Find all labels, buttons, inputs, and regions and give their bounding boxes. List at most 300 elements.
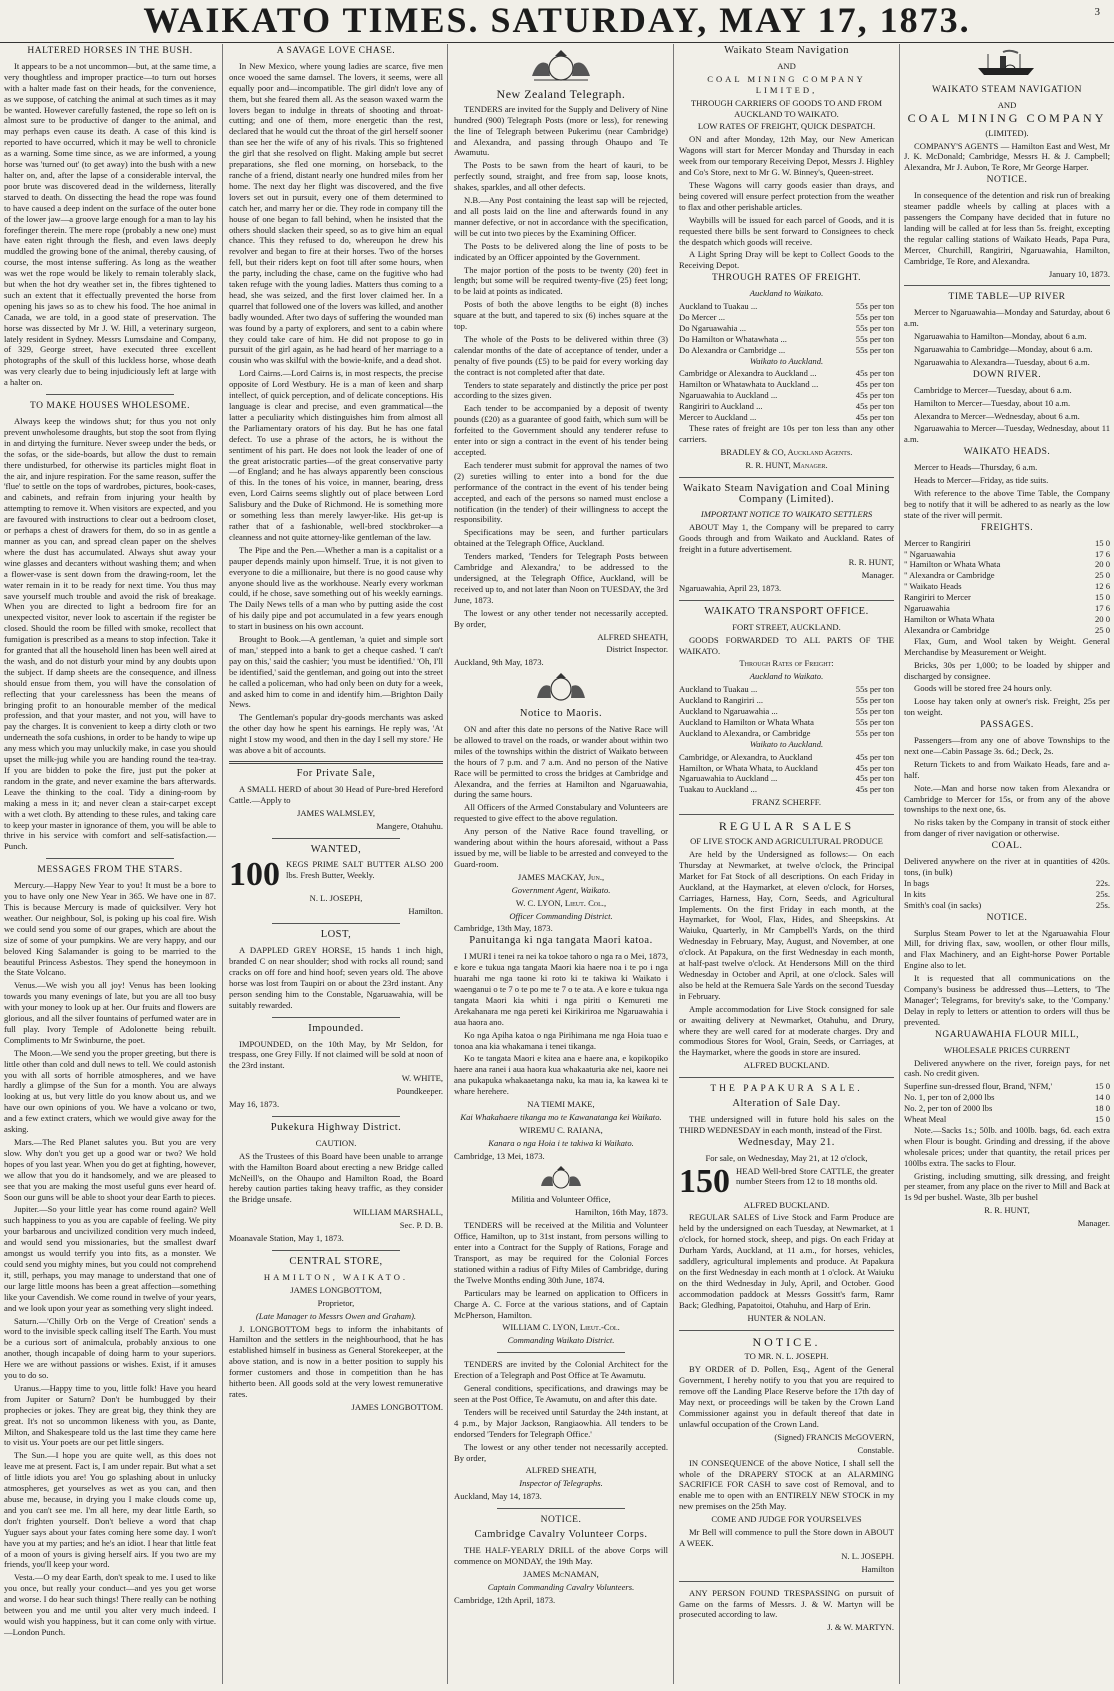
notice-paragraph: TENDERS will be received at the Militia and Volunteer Office, Hamilton, up to 31st instant, from persons willing to enter into a Contract for the Supply of Rations, Forage and Transport, as may be required for the Colonial Forces stationed within a radius of Fifty Miles of Cambridge, during the Twelve Months ending 30th June, 1874. — [454, 1220, 668, 1285]
ad-subheading: Auckland to Waikato. — [749, 671, 824, 682]
rate-row — [679, 334, 894, 345]
notice-paragraph: All Officers of the Armed Constabulary and Volunteers are requested to give effect to the above regulation. — [454, 802, 668, 824]
notice-heading: New Zealand Telegraph. — [496, 86, 626, 101]
rate-route: Superfine sun-dressed flour, Brand, 'NFM,' — [904, 1081, 1053, 1092]
ad-body: THE undersigned will in future hold his sales on the THIRD WEDNESDAY in each month, instead of the First. — [679, 1113, 894, 1135]
rate-row — [904, 1081, 1110, 1092]
ad-body: J. LONGBOTTOM begs to inform the inhabitants of Hamilton and the settlers in the neighbourhood, that he has established himself in business as General Storekeeper, at the above station, and is now in a better position to supply his former customers and those in competition than he has hitherto been. All goods sold at the very lowest remunerative rates. — [229, 1323, 443, 1399]
freight-route: " Ngaruawahia — [904, 548, 956, 559]
masthead-rule — [0, 42, 1114, 43]
notice-paragraph: The lowest or any other tender not necessarily accepted. By order, — [454, 607, 668, 629]
ad-heading: CENTRAL STORE, — [289, 1256, 383, 1267]
ad-proprietor-title: Proprietor, — [317, 1297, 355, 1308]
ad-signature-title: Constable. — [857, 1444, 894, 1455]
ad-signature: JAMES LONGBOTTOM. — [351, 1401, 443, 1412]
ad-heading: THE PAPAKURA SALE. — [710, 1084, 863, 1095]
rate-row — [679, 412, 894, 423]
notice-date: Cambridge, 12th April, 1873. — [454, 1594, 556, 1605]
divider — [679, 1077, 894, 1078]
notice-paragraph: General conditions, specifications, and drawings may be seen at the Post Office, Te Awamutu, on and after this date. — [454, 1383, 668, 1404]
ad-signature: R. R. HUNT, — [984, 1205, 1030, 1216]
divider — [679, 477, 894, 478]
freight-amount — [1095, 592, 1110, 603]
notice-paragraph: The major portion of the posts to be twenty (20) feet in length; but some will be required twenty-five (25) feet long; to be laid at points as indicated. — [454, 264, 668, 297]
rate-value: 15 0 — [1094, 1114, 1110, 1125]
ad-heading: Pukekura Highway District. — [270, 1121, 402, 1133]
ad-subheading: LOW RATES OF FREIGHT, QUICK DESPATCH. — [697, 121, 876, 132]
ad-heading: WAIKATO TRANSPORT OFFICE. — [704, 605, 869, 617]
rate-row — [679, 401, 894, 412]
ad-body: Mr Bell will commence to pull the Store down in ABOUT A WEEK. — [679, 1527, 894, 1548]
freight-pence: 0 — [1105, 537, 1110, 548]
rate-route: Tuakau to Auckland ... — [679, 784, 757, 795]
article-paragraph: The Gentleman's popular dry-goods merchants was asked the other day how he spent his earnings. He reply was, 'At night I stow my wood, and then in the day I sell my store.' He was above a bit of accounts. — [229, 712, 443, 756]
freight-shillings: 17 — [1094, 548, 1104, 559]
ad-body: HEAD Well-bred Store CATTLE, the greater number Steers from 12 to 18 months old. — [736, 1165, 894, 1187]
freight-pence: 6 — [1105, 581, 1110, 592]
rate-value: 25s. — [1095, 899, 1110, 910]
rate-route: Do Hamilton or Whatawhata ... — [679, 333, 787, 344]
freight-shillings: 20 — [1094, 559, 1104, 570]
ad-heading: FREIGHTS. — [980, 522, 1034, 533]
freight-row — [904, 559, 1110, 570]
ad-signature: R. R. HUNT, Manager. — [745, 459, 828, 470]
ad-subheading: AND — [777, 60, 796, 71]
ad-body: A DAPPLED GREY HORSE, 15 hands 1 inch high, branded C on near shoulder; shod with rocks all round; sand cracks on off fore and hind hoof; seven years old. The above horse was lost from Taupiri on or about the 23rd instant. Any person sending him to the Constable, Ngaruawahia, will be suitably rewarded. — [229, 945, 443, 1010]
page-number: 3 — [1094, 6, 1100, 18]
rate-route: Auckland to Tuakau ... — [679, 684, 758, 695]
freight-row — [904, 549, 1110, 560]
freight-amount — [1095, 549, 1110, 560]
ad-heading: COAL MINING COMPANY — [907, 110, 1107, 125]
column-5 — [904, 44, 1110, 1684]
column-4 — [679, 44, 894, 1684]
ad-signature: R. R. HUNT, — [848, 557, 894, 568]
divider — [272, 1017, 400, 1018]
rate-route: Auckland to Rangiriri ... — [679, 695, 764, 706]
ad-subheading: HAMILTON, WAIKATO. — [263, 1271, 409, 1282]
rate-route: Ngaruawahia to Auckland ... — [679, 390, 778, 401]
rate-route: Rangiriri to Auckland ... — [679, 401, 763, 412]
timetable-row: Ngaruawahia to Mercer—Tuesday, Wednesday, about 11 a.m. — [904, 423, 1110, 445]
ad-date: January 10, 1873. — [1048, 268, 1110, 279]
article-paragraph: Brought to Book.—A gentleman, 'a quiet and simple sort of man,' stepped into a bank to get a cheque cashed. 'I can't pay on this,' said the cashier; 'you must be identified.' 'Oh, I'll be identified,' said the gentleman, and going out into the street he called a policeman, who had only been on duty for a week, and asked him to come in and identify him.—Brighton Daily News. — [229, 634, 443, 710]
ad-body: Loose hay taken only at owner's risk. Freight, 25s per ton weight. — [904, 696, 1110, 718]
rate-value: 45s per ton — [855, 379, 894, 390]
rate-value: 45s per ton — [855, 784, 894, 795]
rate-row — [679, 390, 894, 401]
ad-subheading: Through Rates of Freight: — [739, 658, 834, 669]
freight-shillings: 20 — [1094, 613, 1104, 624]
ad-quantity: 150 — [679, 1165, 730, 1198]
ad-date: Moanavale Station, May 1, 1873. — [229, 1233, 344, 1244]
ad-heading: Waikato Steam Navigation and Coal Mining Company (Limited). — [683, 482, 890, 505]
notice-date: Cambridge, 13 Mei, 1873. — [454, 1150, 545, 1161]
ad-quantity: 100 — [229, 859, 280, 892]
steamship-icon — [974, 48, 1110, 81]
rate-value: 14 0 — [1094, 1092, 1110, 1103]
rate-route: Auckland to Tuakau ... — [679, 301, 758, 312]
article-paragraph: The Sun.—I hope you are quite well, as this does not leave me at present. Fact is, I am under repair. But what a set of little idiots you are! You go splashing about in unlucky atmospheres, get yourselves as wet as you can, and then abuse me, because, in drying you I make clouds come up, and you can't see me. I'm all here, my dear little Earth, so don't frighten yourself. Don't believe a word that chap Yuguer says about your fates coming here some day. I won't have you at my parties; and he's an idiot. I hear that little feat of a moon of yours is giving herself airs. If you two are my friends, you'll keep your word. — [4, 1450, 216, 1570]
notice-date: Cambridge, 13th May, 1873. — [454, 923, 553, 934]
notice-paragraph: ON and after this date no persons of the Native Race will be allowed to travel on the roads, or wander about within two miles of the townships within the district of Waikato between the hours of 7 p.m. and 7 a.m. And no person of the Native Race will be permitted to cross the bridges at Cambridge and Alexandra, and the ferries at Hamilton and Ngaruawahia, during the same hours. — [454, 724, 668, 800]
rate-row — [904, 1114, 1110, 1125]
ad-body: BY ORDER of D. Pollen, Esq., Agent of the General Government, I hereby notify to you that you are required to remove off the Landing Place Reserve before the 17th day of May next, or proceedings will be taken by the Crown Land Commissioner against you in default thereof that date in unlawful occupation of the Crown Land. — [679, 1364, 894, 1429]
notice-signature-title: Kanara o nga Hoia i te takiwa ki Waikato. — [488, 1137, 634, 1148]
divider — [46, 858, 173, 859]
ad-body: No risks taken by the Company in transit of stock either from danger of river navigation or otherwise. — [904, 817, 1110, 839]
freight-row — [904, 625, 1110, 636]
freight-row — [904, 538, 1110, 549]
ad-body: Goods will be stored free 24 hours only. — [914, 683, 1052, 694]
divider — [497, 1508, 625, 1509]
ad-body: These Wagons will carry goods easier than drays, and being covered will ensure perfect protection from the weather to flax and other perishable articles. — [679, 179, 894, 212]
timetable-row: Mercer to Heads—Thursday, 6 a.m. — [914, 462, 1038, 473]
freight-shillings: 25 — [1094, 570, 1104, 581]
rate-row — [679, 379, 894, 390]
rate-value: 55s per ton — [855, 706, 894, 717]
rate-route: Auckland to Alexandra, or Cambridge — [679, 727, 811, 738]
freight-amount — [1095, 538, 1110, 549]
freight-shillings: 15 — [1094, 537, 1104, 548]
ad-heading: WAIKATO HEADS. — [963, 447, 1051, 458]
ad-body: It is requested that all communications on the Company's business be addressed thus—Letters, to 'The Manager'; Telegrams, for brevity's sake, to the 'Company.' Delay in reply to letters or attention to orders will thus be prevented. — [904, 973, 1110, 1027]
ad-body: A SMALL HERD of about 30 Head of Pure-bred Hereford Cattle.—Apply to — [229, 783, 443, 805]
article-paragraph: The Pipe and the Pen.—Whether a man is a capitalist or a pauper depends mainly upon himself. True, it is not given to everyone to die a millionaire, but there is no good cause why anyone should live as the workhouse. Nearly every workman could, if he chose, save something out of his weekly earnings. The Daily News tells of a man who by putting aside the cost of his daily pipe and pot accumulated in a few years enough to start in business on his own account. — [229, 544, 443, 632]
ad-body: GOODS FORWARDED TO ALL PARTS OF THE WAIKATO. — [679, 634, 894, 656]
freight-pence: 0 — [1105, 592, 1110, 603]
freight-route: " Alexandra or Cambridge — [904, 570, 995, 581]
ad-subheading: Waikato to Auckland. — [749, 355, 824, 366]
ad-body: Bricks, 30s per 1,000; to be loaded by shipper and discharged by consignee. — [904, 659, 1110, 681]
ad-body: Flax, Gum, and Wool taken by Weight. General Merchandise by Measurement or Weight. — [904, 635, 1110, 657]
rate-value: 45s per ton — [855, 412, 894, 423]
ad-body: With reference to the above Time Table, the Company beg to notify that it will be adhered to as nearly as the low state of the river will permit. — [904, 488, 1110, 520]
ad-body: Note.—Man and horse now taken from Alexandra or Cambridge to Mercer for 15s, or from any of the above townships to the next one, 6s. — [904, 782, 1110, 815]
freight-shillings: 17 — [1094, 603, 1104, 614]
notice-paragraph: TENDERS are invited for the Supply and Delivery of Nine hundred (900) Telegraph Posts (more or less), for renewing the line of Telegraph between Pukerimu (near Cambridge) and Alexandra, and passing through Ohaupo and Te Awamutu. — [454, 103, 668, 158]
notice-paragraph: The Posts to be delivered along the line of posts to be indicated by an Officer appointed by the Government. — [454, 240, 668, 262]
rate-row — [679, 728, 894, 739]
rate-value: 45s per ton — [855, 368, 894, 379]
notice-heading: Notice to Maoris. — [519, 708, 603, 720]
rate-table — [679, 752, 894, 796]
ad-body: ON and after Monday, 12th May, our New American Wagons will start for Mercer Monday and Thursday in each week from our temporary Receiving Depot, Messrs J. Highley and Co's Store, next to Mr G. W. Binney's, Queen-street. — [679, 134, 894, 178]
ad-body: For sale, on Wednesday, May 21, at 12 o'clock, — [705, 1152, 868, 1163]
divider — [679, 814, 894, 815]
ad-body: Note.—Sacks 1s.; 50lb. and 100lb. bags, 6d. each extra when Flour is bought. Grinding and dressing, if the above wholesale prices; under that quantity, the retail prices per 100lbs extra. The sacks to Flour. — [904, 1124, 1110, 1168]
rate-row — [679, 773, 894, 784]
notice-heading: Cambridge Cavalry Volunteer Corps. — [474, 1529, 648, 1541]
ad-signature: BRADLEY & CO, Auckland Agents. — [720, 446, 853, 457]
article-heading: A SAVAGE LOVE CHASE. — [276, 46, 396, 56]
rate-route: Hamilton or Whatawhata to Auckland ... — [679, 379, 819, 390]
divider — [497, 1352, 625, 1353]
notice-paragraph: THE HALF-YEARLY DRILL of the above Corps will commence on MONDAY, the 19th May. — [454, 1544, 668, 1566]
freight-shillings: 12 — [1094, 581, 1104, 592]
column-divider — [899, 44, 900, 1684]
ad-body: ABOUT May 1, the Company will be prepared to carry Goods through and from Waikato and Auckland. Rates of freight in a future advertisement. — [679, 522, 894, 555]
freight-shillings: 25 — [1094, 624, 1104, 635]
column-divider — [222, 44, 223, 1684]
freight-pence: 6 — [1105, 603, 1110, 614]
freight-route: Mercer to Rangiriri — [904, 537, 971, 548]
ad-signature-place: Mangere, Otahuhu. — [376, 820, 443, 831]
divider — [46, 394, 173, 395]
ad-body: IN CONSEQUENCE of the above Notice, I shall sell the whole of the DRAPERY STOCK at an ALARMING SACRIFICE FOR CASH to save cost of Removal, and to enable me to open with an ENTIRELY NEW STOCK in my new premises on the 25th May. — [679, 1457, 894, 1512]
divider — [679, 600, 894, 601]
wanted-ad — [229, 859, 443, 891]
ad-heading: LOST, — [320, 929, 352, 941]
article-heading: HALTERED HORSES IN THE BUSH. — [27, 46, 193, 56]
ad-body: A Light Spring Dray will be kept to Collect Goods to the Receiving Depot. — [679, 249, 894, 271]
ad-body: Passengers—from any one of above Townships to the next one—Cabin Passage 3s. 6d.; Deck, 2s. — [904, 735, 1110, 756]
timetable-row: Cambridge to Mercer—Tuesday, about 6 a.m. — [914, 384, 1072, 395]
freight-pence: 0 — [1105, 613, 1110, 624]
ad-proprietor-note: (Late Manager to Messrs Owen and Graham). — [255, 1310, 417, 1321]
notice-signature: WILLIAM C. LYON, Lieut.-Col. — [502, 1322, 620, 1333]
article-paragraph: In New Mexico, where young ladies are scarce, five men once wooed the same damsel. The lovers, it seems, were all equally poor and—incompatible. The girl didn't love any of them, but she feared them all. As the season waxed warm the lovers began to indulge in threats of shooting and throat-cutting; and one of them, more energetic than the rest, declared that he would cut the throat of the girl herself sooner than see her the wife of any of his rivals. This so frightened the girl that she resolved on flight. Making ample but secret preparations, she fled one morning, on horseback, to the ranche of a friend, distant nearly one hundred miles from her home. The next day her flight was discovered, and the five lovers set out in pursuit, every one of them determined to catch her, and marry her or die. They rode in company till the house of one began to fall behind, when he insisted that the others should slacken their speed, so as to give him an equal chance. This they refused to do, whereupon he drew his revolver and began to fire at their horses. Two of the horses fell, but their riders kept on foot till after some hours, when the party, including the chase, came on the fugitive who had taken refuge with the young ladies. Matters thus coming to a head, she was seized, and the first lover claimed her. In a quarrel that followed one of the lovers was killed, and another badly wounded. After two days of suffering the wounded man was found by a party of explorers, and sent to a cabin where they could take care of him. He did not propose to go in pursuit of the girl again, as he had heard of her marriage to a cousin who was skilful with the bowie-knife, and a dead shot. — [229, 60, 443, 366]
ad-body: In consequence of the detention and risk run of breaking steamer paddle wheels by calling at places with a passengers the Company have decided that in future no landing will be called at for less than 5s. freight, excepting the regular calling stations of Waikato Heads, Papa Pura, Mercer, Churchill, Rangiriri, Ngaruawahia, Hamilton, Cambridge, Te Rore, and Alexandra. — [904, 190, 1110, 266]
ad-signature: N. L. JOSEPH, — [309, 893, 363, 904]
timetable-row: Ngaruawahia to Alexandra—Tuesday, about 6 a.m. — [914, 356, 1090, 367]
article-paragraph: Lord Cairns.—Lord Cairns is, in most respects, the precise opposite of Lord Westbury. He is a man of keen and sharp intellect, of quick perception, and of delicate conceptions. His language is clear and precise, and even grammatical—the latter a peculiarity which distinguishes him from almost all the Parliamentary orators of his day. But he has one fatal defect. To use a phrase of the actors, he is without the sentiment of his part. He does not look the leader of one of the great aristocratic parties—of the great conservative party—of England; and he has always apparently been conscious of this. In the tones of his voice, in manner, bearing, dress even, Lord Cairns seems slightly out of place between Lord Salisbury and the Duke of Richmond. He is something more or something less than merely lawyer-like. His get-up is rather that of a fashionable, well-bred stockbroker—a cleanness and not quite attorney-like gentleman of the law. — [229, 368, 443, 542]
ad-signature: WILLIAM MARSHALL, — [353, 1207, 443, 1218]
ad-body: Waybills will be issued for each parcel of Goods, and it is requested there bills be sent forward to Consignees to check the despatch which goods will receive. — [679, 214, 894, 247]
divider — [904, 285, 1110, 286]
ad-signature-place: Hamilton. — [408, 906, 443, 917]
notice-paragraph: The Posts to be sawn from the heart of kauri, to be perfectly sound, straight, and free from sap, loose knots, shakes, sparkles, and all other defects. — [454, 160, 668, 193]
ad-date: May 16, 1873. — [229, 1099, 280, 1110]
ad-heading: Wednesday, May 21. — [738, 1136, 835, 1148]
freight-amount — [1095, 625, 1110, 636]
ad-heading: WAIKATO STEAM NAVIGATION — [932, 84, 1082, 95]
rate-row — [679, 684, 894, 695]
notice-signature-title: Inspector of Telegraphs. — [519, 1478, 603, 1489]
notice-paragraph: N.B.—Any Post containing the least sap will be rejected, and all posts laid on the line and afterwards found in any manner defective, or not in accordance with the specification, will be cut into two pieces by the Examining Officer. — [454, 195, 668, 238]
rate-row — [904, 1103, 1110, 1114]
ad-body: Ample accommodation for Live Stock consigned for sale or awaiting delivery at Newmarket, Otahuhu, and Drury, where they are well cared for at moderate charges. Dry and commodious Stores for Wool, Grain, Seeds, or Carriages, at the Haymarket, where the goods in store are insured. — [679, 1003, 894, 1058]
ad-heading: For Private Sale, — [296, 768, 376, 779]
royal-crest-icon — [454, 1164, 668, 1193]
divider — [272, 1250, 400, 1251]
notice-heading: NOTICE. — [540, 1515, 582, 1526]
rate-value: 55s per ton — [855, 322, 894, 333]
article-paragraph: It appears to be a not uncommon—but, at the same time, a very thoughtless and improper practice—to turn out horses with a halter made fast on their heads, for the convenience, as we suppose, of catching the animal at such times as it may be wanted. However carefully fastened, the rope so left on is almost sure to be productive of danger to the animal, and may perhaps even cause its death. A case of this kind is reported to have occurred, which it may be well to chronicle as a warning. Some time since, as we are informed, a young horse was 'turned out' (to get away) into the bush with a new halter on, and, after the lapse of a considerable interval, the poor brute was discovered dead in the wilderness, literally starved to death. On dissecting the head the rope was found to have caused a deep indent on the surface of the outer bone of the lower jaw—a groove large enough for a man to lay his forefinger therein. The mere rope (probably a new one) must have eaten right through the flesh, and even laws deeply muddled the growing bone of the animal, thereby causing, of course, the most intense suffering. As long as the weather was wet the rope would be likely to remain tolerably slack, but when the hot dry weather set in, the fibres tightened to such an extent that it effectually prevented the horse from opening his jaws so as to chew his food. The hoe animal in Canada, we are told, in a good state of preservation. The horse was dissected by Mr J. W. Hill, a veterinary surgeon, lately resident in Sydney. Messrs Lumsdaine and Company, of 329, George street, have executed three excellent photographs of the skull of this luckless horse, whose death was very clearly due to being injudiciously left at large with a halter on. — [4, 60, 216, 388]
rate-value: 55s per ton — [855, 333, 894, 344]
notice-paragraph: Particulars may be learned on application to Officers in Charge A. C. Force at the various stations, and of Captain McPherson, Hamilton. — [454, 1287, 668, 1320]
freight-row — [904, 581, 1110, 592]
notice-paragraph: Tenders marked, 'Tenders for Telegraph Posts between Cambridge and Alexandra,' to be addressed to the undersigned, at the Telegraph Office, Auckland, will be received up to, and not later than Noon on TUESDAY, the 3rd June, 1873. — [454, 551, 668, 605]
ad-heading: DOWN RIVER. — [972, 369, 1042, 380]
rate-value: 55s per ton — [855, 716, 894, 727]
ad-body: Are held by the Undersigned as follows:— On each Thursday at Newmarket, at twelve o'clock, the Principal Market for Fat Stock of all descriptions. On each Friday in Auckland, at the Haymarket, at eleven o'clock, for Horses, Carriages, Harness, Hay, Corn, Seeds, and Agricultural Implements. On the first Friday in each month, at the Haymarket, for Wool, Flax, Hides, and Sheepskins. At Waiuku, Quarterly, in Mr Campbell's Yards, on the third Wednesday in February, May, August, and November, at one o'clock. At Papakura, on the first Wednesday in each month, at half-past twelve o'clock. At Hendersons Mill on the third Wednesday in October and April, at one o'clock. Sales will also be held at the Remuera Sale Yards on the second Tuesday in February. — [679, 849, 894, 1001]
notice-signature: ALFRED SHEATH, — [597, 631, 668, 642]
notice-date: Auckland, May 14, 1873. — [454, 1491, 542, 1502]
rate-route: Do Mercer ... — [679, 311, 726, 322]
rate-value: 25s. — [1095, 888, 1110, 899]
notice-paragraph: Each tender to be accompanied by a deposit of twenty pounds (£20) as a guarantee of good faith, which sum will be forfeited to the Government should any tenderer refuse to enter into or sign a contract in the event of his tender being accepted. — [454, 403, 668, 457]
ad-subheading: COAL MINING COMPANY LIMITED, — [707, 73, 866, 95]
ad-signature-title: Manager. — [1077, 1218, 1110, 1229]
notice-date: Auckland, 9th May, 1873. — [454, 657, 544, 668]
ad-body: Gristing, including smutting, silk dressing, and freight per steamer, from any place on the river to Mill and Back at 1s 9d per bushel. Waste, 3lb per bushel — [904, 1170, 1110, 1203]
ad-heading: Impounded. — [308, 1022, 364, 1034]
ad-heading: REGULAR SALES — [718, 819, 855, 834]
ad-subheading: Auckland to Waikato. — [749, 288, 824, 299]
article-paragraph: Jupiter.—So your little year has come round again? Well such happiness to you as you are capable of feeling. We pity your barbarous and uncivilized condition very much indeed, and would send you missionaries, but the smallest dwarf amongst us would terrify you into fits, as a monster. We could send you mighty mines, but you could not comprehend it, still, perhaps, you may manage to understand that one of our large little moons has been a great affection—something like your Cavendish. We come round in twelve of your years, and we look upon your year as something very slight indeed. — [4, 1204, 216, 1313]
article-paragraph: Always keep the windows shut; for thus you not only prevent unwholesome draughts, but stop the soot from flying in and dirtying the furniture. Never sweep under the beds, or the sofas, or the side-boards, but allow the dust to remain there undisturbed, for otherwise its particles might float in the air, and injure respiration. For the same reason, suffer the 'flue' to settle on the tops of wardrobes, pictures, book-cases, and cabinets, and refrain from injuring your health by attempting to remove it. When visitors are expected, and you are favoured with instructions to clear out a bedroom closet, or perhaps a chest of drawers for them, do so in as gentle a manner as you can, and spread clean paper on the shelves where the dust has accumulated. Always shut away your wine glasses and decanters without washing them; and when a flower-vase is sent down from the drawing-room, let the water remain in it to be ready for next time. You thus may save yourself much trouble and avoid the risk of breakage. When you are directed to light a bedroom fire for an unexpected visitor, never look to ascertain if the register be closed. Should the room be filled with smoke, recollect that fumigation is prescribed as a means to stop infection. Take it for granted that all the household linen has been well aired at the wash, and do not disturb your mind by any doubts upon the subject. If damp sheets are the consequence, and illness should ensue from them, you will have the consolation of reflecting that your carelessness has been the means of bringing profit to an honourable member of the medical profession, and that your master, and not you, will have to pay the charges. It is convenient to keep a dirty cloth or two underneath the sofa cushions, in order to be handy to wipe up any mess which you may unluckily make, in case you should upset the milk-jug while you are handing round the tea-tray. If you are bidden to poke the fire, just put the poker at random in the grate, and never examine the bars afterwards. Leave the thinking to the coal. Tidy a dining-room by making a mess in it; and never clean a stair-carpet except with a wet cloth. By attending to these rules, and taking care to keep your master in ignorance of them, you will be able to thrive in his service with comfort and self-satisfaction.—Punch. — [4, 416, 216, 852]
divider — [679, 1581, 894, 1582]
rate-row — [904, 889, 1110, 900]
ad-body: REGULAR SALES of Live Stock and Farm Produce are held by the undersigned on each Tuesday, at Newmarket, at 1 o'clock, for horned stock, sheep, and pigs. On each Friday at Durham Yards, Auckland, at 11 a.m., for horses, vehicles, saddlery, agricultural implements and produce. At Papakura on the first Wednesday in each month at 1 o'clock. At Waiuku on the third Wednesday in July, April, and October. Good accommodation paddock at Messrs Gossitt's farm, Ramr Back; Gledhing, Papatoitoi, Otahuhu, and Harp of Erin. — [679, 1212, 894, 1310]
article-paragraph: The Moon.—We send you the proper greeting, but there is little other than cold and dull news to tell. We could astonish you with all sorts of horrible atmospheres, and we have hardly a glimpse of the Sun for a month. You are always looking at us, but very little do you know about us, and we have our own opinions of you. We have a volcano or two, and a few extinct craters, which we would give away for the asking. — [4, 1047, 216, 1135]
ad-body: Return Tickets to and from Waikato Heads, fare and a-half. — [904, 758, 1110, 780]
rate-value: 55s per ton — [855, 311, 894, 322]
notice-signature-title: Government Agent, Waikato. — [511, 884, 611, 895]
ad-signature-title: Sec. P. D. B. — [399, 1220, 443, 1231]
ad-body: Surplus Steam Power to let at the Ngaruawahia Flour Mill, for driving flax, saw, woollen, or other flour mills, and Flax Machinery, and an Eight-horse Power Portable Engine also to let. — [904, 927, 1110, 971]
ad-heading: Alteration of Sale Day. — [732, 1098, 841, 1110]
notice-signature: NA TIEMI MAKE, — [527, 1099, 595, 1110]
freight-route: Alexandra or Cambridge — [904, 624, 990, 635]
ad-subheading: Waikato to Auckland. — [749, 738, 824, 749]
royal-crest-icon — [454, 670, 668, 707]
rate-row — [679, 752, 894, 763]
rate-route: Wheat Meal — [904, 1114, 947, 1125]
notice-signature-title: Captain Commanding Cavalry Volunteers. — [487, 1581, 635, 1592]
notice-paragraph: The whole of the Posts to be delivered within three (3) calendar months of the date of acceptance of tender, under a penalty of five pounds (£5) to be paid for every working day the contract is not completed after that date. — [454, 333, 668, 377]
rate-route: No. 2, per ton of 2000 lbs — [904, 1103, 993, 1114]
ad-heading: TIME TABLE—UP RIVER — [948, 292, 1066, 303]
article-paragraph: Saturn.—'Chilly Orb on the Verge of Creation' sends a word to the invisible speck calling itself The Earth. You must be a curious sort of animalcula, probably anxious to one another, though incapable of doing harm to your superiors. Here we are without passions or wishes. Exist, if it amuses you to do so. — [4, 1315, 216, 1381]
rate-row — [904, 878, 1110, 889]
timetable-down — [904, 385, 1110, 446]
freight-pence: 0 — [1105, 570, 1110, 581]
notice-paragraph: The lowest or any other tender not necessarily accepted. By order, — [454, 1441, 668, 1463]
column-2 — [229, 44, 443, 1684]
ad-signature-place: Hamilton — [861, 1563, 894, 1574]
ad-signature: (Signed) FRANCIS McGOVERN, — [774, 1431, 894, 1442]
ad-subheading: FORT STREET, AUCKLAND. — [732, 621, 841, 632]
timetable-row: Ngaruawahia to Hamilton—Monday, about 6 a.m. — [914, 331, 1087, 342]
article-heading: MESSAGES FROM THE STARS. — [37, 865, 183, 876]
ad-subheading: (LIMITED). — [985, 127, 1029, 138]
rate-route: Delivered anywhere on the river at in quantities of 4 tons, (in bulk) — [904, 856, 1096, 877]
freight-shillings: 15 — [1094, 592, 1104, 603]
ad-body: KEGS PRIME SALT BUTTER ALSO 200 lbs. Fresh Butter, Weekly. — [286, 859, 443, 881]
timetable-row: Mercer to Ngaruawahia—Monday and Saturday, about 6 a.m. — [904, 307, 1110, 329]
freight-pence: 0 — [1105, 624, 1110, 635]
notice-paragraph: Tenders to state separately and distinctly the price per post according to the sizes given. — [454, 379, 668, 401]
column-1 — [4, 44, 216, 1684]
freight-pence: 6 — [1105, 548, 1110, 559]
freight-route: Hamilton or Whata Whata — [904, 613, 995, 624]
timetable-row: Ngaruawahia to Cambridge—Monday, about 6 a.m. — [914, 344, 1093, 355]
rate-table — [679, 368, 894, 423]
timetable-row: Alexandra to Mercer—Wednesday, about 6 a.m. — [914, 410, 1080, 421]
timetable-up — [904, 307, 1110, 368]
article-paragraph: Venus.—We wish you all joy! Venus has been looking towards you many evenings of late, but you are all too busy with your money to look up at her. Our fruits and flowers are glorious, and all the silver fountains of perfumed water are in full play. Ivory Temple of Adolonette being rebuilt. Compliments to Mr Swinburne, the poet. — [4, 980, 216, 1045]
notice-paragraph: Each tenderer must submit for approval the names of two (2) sureties willing to enter into a bond for the due performance of the contract in the event of his tender being accepted, and each of the persons so named must enclose a notification (in the tender) of their willingness to accept the responsibility. — [454, 459, 668, 525]
freight-table — [904, 538, 1110, 636]
article-heading: TO MAKE HOUSES WHOLESOME. — [30, 401, 190, 412]
rate-route: Smith's coal (in sacks) — [904, 899, 982, 910]
ad-body: These rates of freight are 10s per ton less than any other carriers. — [679, 423, 894, 444]
ad-subheading: THROUGH CARRIERS OF GOODS TO AND FROM AUCKLAND TO WAIKATO. — [690, 97, 883, 119]
column-divider — [673, 44, 674, 1684]
rate-value: 55s per ton — [855, 684, 894, 695]
ad-signature: FRANZ SCHERFF. — [751, 797, 822, 808]
rate-row — [679, 312, 894, 323]
notice-paragraph: Tenders will be received until Saturday the 24th instant, at 4 p.m., by Major Jackson, Rangiaowhia. All tenders to be endorsed 'Tenders for Telegraph Office.' — [454, 1406, 668, 1439]
ad-heading: NOTICE. — [752, 1334, 821, 1349]
flour-price-table — [904, 1081, 1110, 1125]
ad-heading: PASSAGES. — [980, 720, 1034, 731]
ad-signature: ALFRED BUCKLAND. — [743, 1199, 830, 1210]
rate-route: Cambridge or Alexandra to Auckland ... — [679, 368, 817, 379]
rate-row — [679, 323, 894, 334]
masthead — [0, 0, 1114, 40]
divider — [272, 838, 400, 839]
ad-heading: NOTICE. — [986, 912, 1028, 923]
ad-body: Delivered anywhere on the river, foreign pays, for net cash. No credit given. — [904, 1057, 1110, 1079]
ad-signature: JAMES WALMSLEY, — [297, 807, 375, 818]
rate-row — [904, 1092, 1110, 1103]
notice-heading: Panuitanga ki nga tangata Maori katoa. — [469, 935, 653, 947]
freight-amount — [1095, 614, 1110, 625]
coal-price-table — [904, 856, 1110, 911]
freight-amount — [1095, 603, 1110, 614]
ad-heading: Waikato Steam Navigation — [724, 45, 849, 56]
notice-signature-title: Kai Whakahaere tikanga mo te Kawanatanga kei Waikato. — [460, 1111, 662, 1122]
rate-value: 45s per ton — [855, 390, 894, 401]
rate-value: 55s per ton — [855, 727, 894, 738]
rate-route: No. 1, per ton of 2,000 lbs — [904, 1092, 995, 1103]
timetable-row: Hamilton to Mercer—Tuesday, about 10 a.m. — [914, 397, 1071, 408]
freight-row — [904, 592, 1110, 603]
rate-route: Do Ngaruawahia ... — [679, 322, 747, 333]
notice-paragraph: Ko te tangata Maori e kitea ana e haere ana, e kopikopiko haere ana ranei i aua haora kua whakaaturia ake nei, kaore nei ana pukapuka whakaaetanga naku, ka mau ia, ka kawea ki te whare herehere. — [454, 1053, 668, 1097]
rate-value: 45s per ton — [855, 401, 894, 412]
timetable-heads — [904, 462, 1110, 486]
rate-value: 45s per ton — [855, 762, 894, 773]
notice-paragraph: TENDERS are invited by the Colonial Architect for the Erection of a Telegraph and Post Office at Te Awamutu. — [454, 1359, 668, 1381]
freight-route: " Waikato Heads — [904, 581, 962, 592]
rate-value: 55s per ton — [855, 695, 894, 706]
rate-row — [679, 695, 894, 706]
rate-route: Hamilton, or Whata Whata, to Auckland — [679, 762, 818, 773]
ad-date: Ngaruawahia, April 23, 1873. — [679, 582, 782, 593]
rate-row — [679, 368, 894, 379]
notice-signature-title: Commanding Waikato District. — [507, 1335, 615, 1346]
rate-row — [679, 345, 894, 356]
notice-signature: WIREMU C. RAIANA, — [519, 1124, 603, 1135]
ad-body: AS the Trustees of this Board have been unable to arrange with the Hamilton Board about erecting a new Bridge called McNeill's, on the Ohaupo and Hamilton Road, the Board hereby caution parties taking heavy traffic, as they consider the Bridge unsafe. — [229, 1150, 443, 1205]
ad-signature: N. L. JOSEPH. — [841, 1550, 894, 1561]
rate-value: 15 0 — [1094, 1081, 1110, 1092]
rate-route: Auckland to Ngaruawahia ... — [679, 706, 778, 717]
ad-subheading: WHOLESALE PRICES CURRENT — [943, 1044, 1071, 1055]
notice-signature-title: District Inspector. — [606, 644, 668, 655]
freight-row — [904, 570, 1110, 581]
rate-route: Mercer to Auckland ... — [679, 412, 757, 423]
rate-route: In kits — [904, 888, 926, 899]
rate-value: 55s per ton — [855, 344, 894, 355]
rate-row — [679, 784, 894, 795]
freight-route: Rangiriri to Mercer — [904, 592, 971, 603]
freight-route: " Hamilton or Whata Whata — [904, 559, 1001, 570]
